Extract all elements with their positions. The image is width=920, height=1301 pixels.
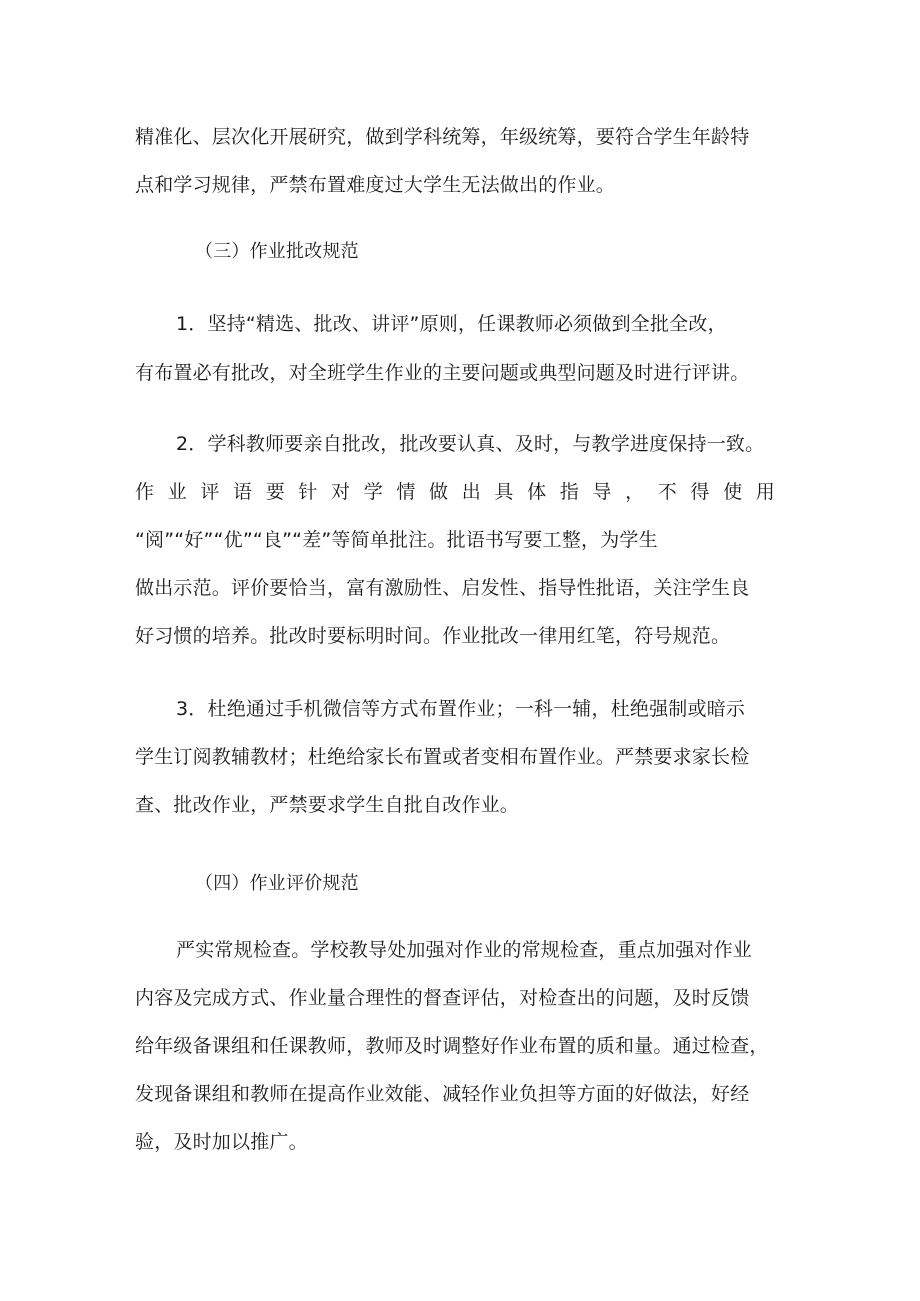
word: 出 [461,481,481,503]
list-item-3-line: 查、批改作业，严禁要求学生自批自改作业。 [135,794,520,816]
word: 不 [657,481,677,503]
list-item-1-line: 有布置必有批改，对全班学生作业的主要问题或典型问题及时进行评讲。 [135,362,750,384]
word: 学 [363,481,383,503]
word: 要 [265,481,285,503]
word: 具 [494,481,514,503]
section-heading-4: （四）作业评价规范 [195,873,359,894]
word: 使 [723,481,743,503]
list-item-2-line: 2．学科教师要亲自批改，批改要认真、及时，与教学进度保持一致。 [176,433,765,455]
paragraph-line: 给年级备课组和任课教师，教师及时调整好作业布置的质和量。通过检查， [135,1035,769,1057]
paragraph-line: 严实常规检查。学校教导处加强对作业的常规检查，重点加强对作业 [176,939,753,961]
paragraph-line: 发现备课组和教师在提高作业效能、减轻作业负担等方面的好做法，好经 [135,1083,750,1105]
word: 用 [755,481,775,503]
paragraph-line: 点和学习规律，严禁布置难度过大学生无法做出的作业。 [135,174,616,196]
word: 得 [690,481,710,503]
list-item-3-line: 3．杜绝通过手机微信等方式布置作业；一科一辅，杜绝强制或暗示 [176,698,746,720]
list-item-2-line: 做出示范。评价要恰当，富有激励性、启发性、指导性批语，关注学生良 [135,577,750,599]
paragraph-line: 验，及时加以推广。 [135,1131,308,1153]
list-item-2-line: “阅”“好”“优”“良”“差”等简单批注。批语书写要工整，为学生 [135,529,658,551]
word: 评 [200,481,220,503]
word: 针 [298,481,318,503]
word: 作 [135,481,155,503]
paragraph-line: 内容及完成方式、作业量合理性的督查评估，对检查出的问题，及时反馈 [135,987,750,1009]
list-item-3-line: 学生订阅教辅教材；杜绝给家长布置或者变相布置作业。严禁要求家长检 [135,746,750,768]
word: 对 [331,481,351,503]
word: 语 [233,481,253,503]
word: 导 [592,481,612,503]
list-item-1-line: 1．坚持“精选、批改、讲评”原则，任课教师必须做到全批全改， [176,313,727,335]
list-item-2-line: 好习惯的培养。批改时要标明时间。作业批改一律用红笔，符号规范。 [135,625,731,647]
list-item-2-spread-line [135,480,775,504]
word: 业 [167,481,187,503]
word: ， [625,481,645,503]
word: 做 [429,481,449,503]
section-heading-3: （三）作业批改规范 [195,241,359,262]
word: 指 [559,481,579,503]
word: 体 [527,481,547,503]
word: 情 [396,481,416,503]
paragraph-line: 精准化、层次化开展研究，做到学科统筹，年级统筹，要符合学生年龄特 [135,126,750,148]
